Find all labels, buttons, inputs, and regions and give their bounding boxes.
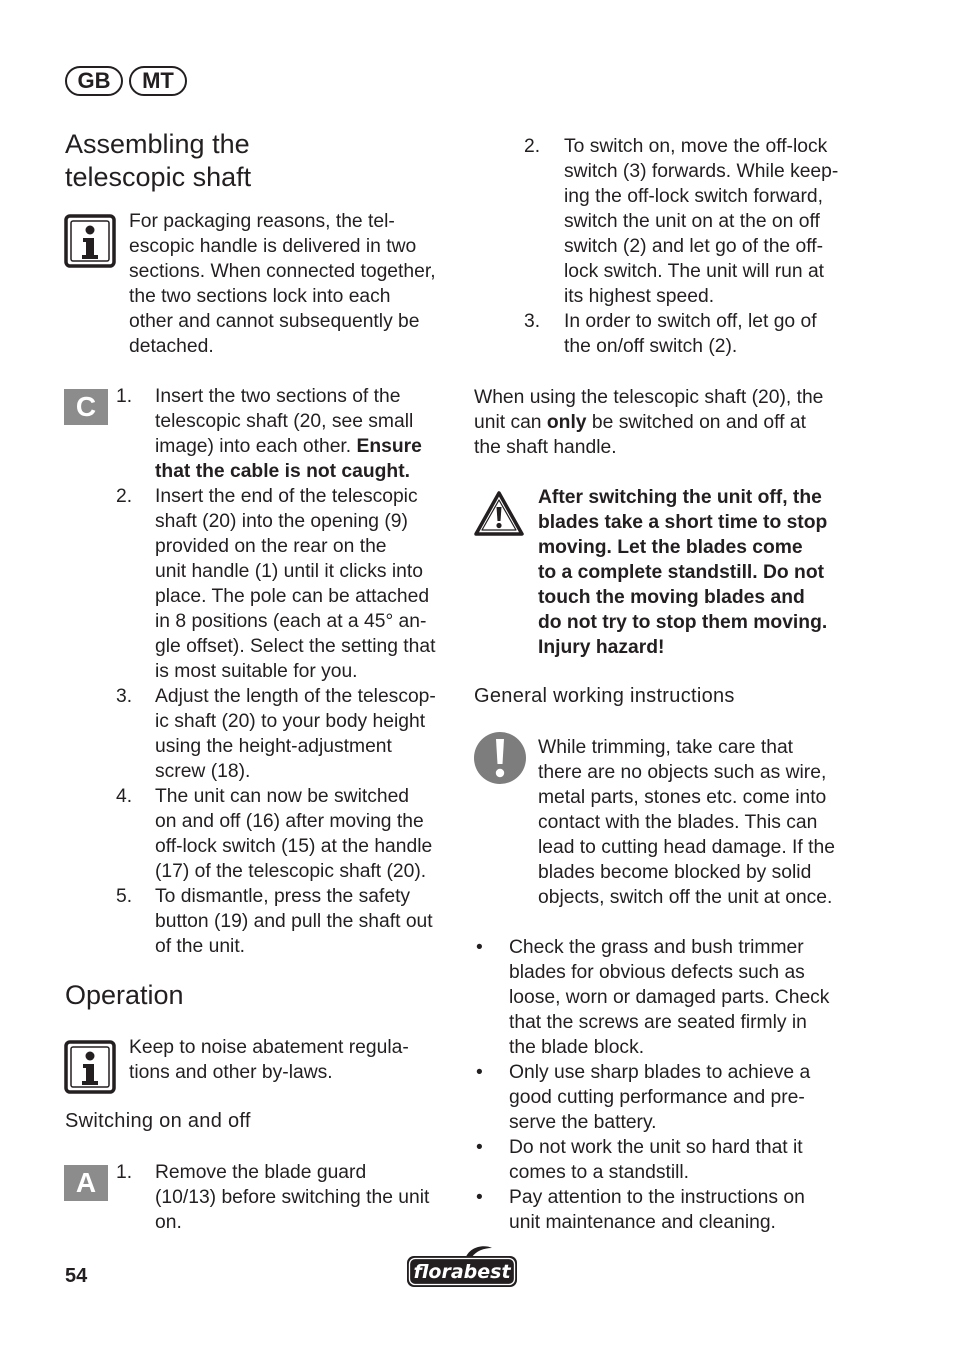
bullet-line: loose, worn or damaged parts. Check bbox=[509, 987, 830, 1008]
florabest-logo bbox=[404, 1244, 520, 1290]
step-line: on and off (16) after moving the bbox=[155, 811, 424, 832]
step-text bbox=[564, 309, 864, 359]
step-text bbox=[155, 884, 455, 959]
warning-line: blades take a short time to stop bbox=[538, 512, 828, 533]
info1-line: escopic handle is delivered in two bbox=[129, 236, 417, 257]
step-line: off-lock switch (15) at the handle bbox=[155, 836, 433, 857]
shaft-paragraph bbox=[474, 385, 874, 460]
step-line: Remove the blade guard bbox=[155, 1162, 367, 1183]
caution-line: objects, switch off the unit at once. bbox=[538, 887, 833, 908]
caution-text bbox=[538, 735, 878, 910]
info-icon bbox=[64, 1040, 116, 1094]
step-line: the on/off switch (2). bbox=[564, 336, 738, 357]
step-line: Insert the end of the telescopic bbox=[155, 486, 418, 507]
figure-ref-c: C bbox=[64, 389, 108, 425]
caution-icon bbox=[473, 731, 527, 785]
switching-title: Switching on and off bbox=[65, 1110, 251, 1132]
bullet: • bbox=[476, 1137, 483, 1158]
paragraph-text: unit can bbox=[474, 412, 547, 433]
info1-line: detached. bbox=[129, 336, 214, 357]
warning-line: Injury hazard! bbox=[538, 637, 665, 658]
operation-title: Operation bbox=[65, 980, 184, 1010]
step-line: of the unit. bbox=[155, 936, 246, 957]
bullet-line: the blade block. bbox=[509, 1037, 645, 1058]
info1-line: other and cannot subsequently be bbox=[129, 311, 420, 332]
step-line: its highest speed. bbox=[564, 286, 715, 307]
warning-text bbox=[538, 485, 878, 660]
step-text bbox=[155, 784, 455, 884]
caution-line: blades become blocked by solid bbox=[538, 862, 812, 883]
step-number: 1. bbox=[116, 1162, 133, 1183]
bullet-line: Only use sharp blades to achieve a bbox=[509, 1062, 811, 1083]
bullet-line: that the screws are seated firmly in bbox=[509, 1012, 807, 1033]
bullet-line: unit maintenance and cleaning. bbox=[509, 1212, 776, 1233]
assembling-title-line1: Assembling the bbox=[65, 129, 250, 159]
step-number: 5. bbox=[116, 886, 133, 907]
paragraph-line: When using the telescopic shaft (20), the bbox=[474, 387, 824, 408]
paragraph-line: the shaft handle. bbox=[474, 437, 617, 458]
step-text bbox=[155, 484, 455, 684]
step-line bbox=[155, 434, 455, 459]
lang-badge-mt: MT bbox=[129, 66, 187, 96]
bullet-line: Pay attention to the instructions on bbox=[509, 1187, 805, 1208]
step-line: switch (2) and let go of the off- bbox=[564, 236, 824, 257]
warning-line: to a complete standstill. Do not bbox=[538, 562, 825, 583]
step-number: 2. bbox=[116, 486, 133, 507]
step-line: place. The pole can be attached bbox=[155, 586, 430, 607]
info-icon bbox=[64, 214, 116, 268]
step-line: (17) of the telescopic shaft (20). bbox=[155, 861, 427, 882]
bullet: • bbox=[476, 1187, 483, 1208]
info1-line: the two sections lock into each bbox=[129, 286, 391, 307]
caution-line: there are no objects such as wire, bbox=[538, 762, 827, 783]
warning-line: touch the moving blades and bbox=[538, 587, 805, 608]
info1-line: sections. When connected together, bbox=[129, 261, 436, 282]
step-line: lock switch. The unit will run at bbox=[564, 261, 825, 282]
step-line: on. bbox=[155, 1212, 182, 1233]
bullet-line: Do not work the unit so hard that it bbox=[509, 1137, 803, 1158]
step-bold-text: Ensure bbox=[356, 436, 422, 457]
bullet: • bbox=[476, 1062, 483, 1083]
assembling-title bbox=[65, 128, 465, 194]
step-line: using the height-adjustment bbox=[155, 736, 392, 757]
info1-text bbox=[129, 209, 459, 359]
info1-line: For packaging reasons, the tel- bbox=[129, 211, 395, 232]
bullet-text bbox=[509, 935, 869, 1060]
step-line-part: image) into each other. bbox=[155, 436, 352, 457]
step-line: switch the unit on at the on off bbox=[564, 211, 820, 232]
paragraph-line bbox=[474, 410, 874, 435]
step-line: in 8 positions (each at a 45° an- bbox=[155, 611, 427, 632]
step-line: unit handle (1) until it clicks into bbox=[155, 561, 423, 582]
step-text bbox=[155, 384, 455, 484]
step-line: In order to switch off, let go of bbox=[564, 311, 817, 332]
step-bold-line: that the cable is not caught. bbox=[155, 461, 410, 482]
lang-badge-gb: GB bbox=[65, 66, 123, 96]
bullet-line: comes to a standstill. bbox=[509, 1162, 690, 1183]
bullet-text bbox=[509, 1060, 869, 1135]
step-number: 3. bbox=[524, 311, 541, 332]
step-line: screw (18). bbox=[155, 761, 251, 782]
figure-ref-a: A bbox=[64, 1165, 108, 1201]
bullet-text bbox=[509, 1185, 869, 1235]
brand-wordmark: florabest bbox=[413, 1261, 511, 1283]
step-line: switch (3) forwards. While keep- bbox=[564, 161, 839, 182]
general-instructions-title: General working instructions bbox=[474, 685, 735, 707]
bullet-text bbox=[509, 1135, 869, 1185]
page-number: 54 bbox=[65, 1265, 88, 1287]
assembling-title-line2: telescopic shaft bbox=[65, 162, 252, 192]
paragraph-bold: only bbox=[546, 412, 587, 433]
step-line: Adjust the length of the telescop- bbox=[155, 686, 436, 707]
bullet-line: Check the grass and bush trimmer bbox=[509, 937, 804, 958]
step-text bbox=[155, 684, 455, 784]
info2-line: tions and other by-laws. bbox=[129, 1062, 333, 1083]
step-number: 1. bbox=[116, 386, 133, 407]
step-line: telescopic shaft (20, see small bbox=[155, 411, 414, 432]
step-number: 4. bbox=[116, 786, 133, 807]
step-number: 3. bbox=[116, 686, 133, 707]
bullet: • bbox=[476, 937, 483, 958]
step-line: To dismantle, press the safety bbox=[155, 886, 411, 907]
step-line: ic shaft (20) to your body height bbox=[155, 711, 426, 732]
step-line: gle offset). Select the setting that bbox=[155, 636, 436, 657]
caution-line: While trimming, take care that bbox=[538, 737, 794, 758]
step-line: Insert the two sections of the bbox=[155, 386, 401, 407]
step-number: 2. bbox=[524, 136, 541, 157]
info2-text bbox=[129, 1035, 459, 1085]
step-line: The unit can now be switched bbox=[155, 786, 410, 807]
step-line: To switch on, move the off-lock bbox=[564, 136, 828, 157]
step-line: ing the off-lock switch forward, bbox=[564, 186, 823, 207]
step-line: provided on the rear on the bbox=[155, 536, 387, 557]
paragraph-text: be switched on and off at bbox=[586, 412, 806, 433]
step-line: (10/13) before switching the unit bbox=[155, 1187, 430, 1208]
bullet-line: serve the battery. bbox=[509, 1112, 657, 1133]
bullet-line: good cutting performance and pre- bbox=[509, 1087, 805, 1108]
bullet-line: blades for obvious defects such as bbox=[509, 962, 805, 983]
caution-line: contact with the blades. This can bbox=[538, 812, 818, 833]
warning-icon bbox=[473, 490, 525, 538]
warning-line: do not try to stop them moving. bbox=[538, 612, 828, 633]
caution-line: metal parts, stones etc. come into bbox=[538, 787, 827, 808]
info2-line: Keep to noise abatement regula- bbox=[129, 1037, 409, 1058]
step-line: shaft (20) into the opening (9) bbox=[155, 511, 408, 532]
step-line: button (19) and pull the shaft out bbox=[155, 911, 433, 932]
step-text bbox=[564, 134, 864, 309]
warning-line: moving. Let the blades come bbox=[538, 537, 803, 558]
warning-line: After switching the unit off, the bbox=[538, 487, 822, 508]
caution-line: lead to cutting head damage. If the bbox=[538, 837, 835, 858]
step-text bbox=[155, 1160, 455, 1235]
step-line: is most suitable for you. bbox=[155, 661, 358, 682]
